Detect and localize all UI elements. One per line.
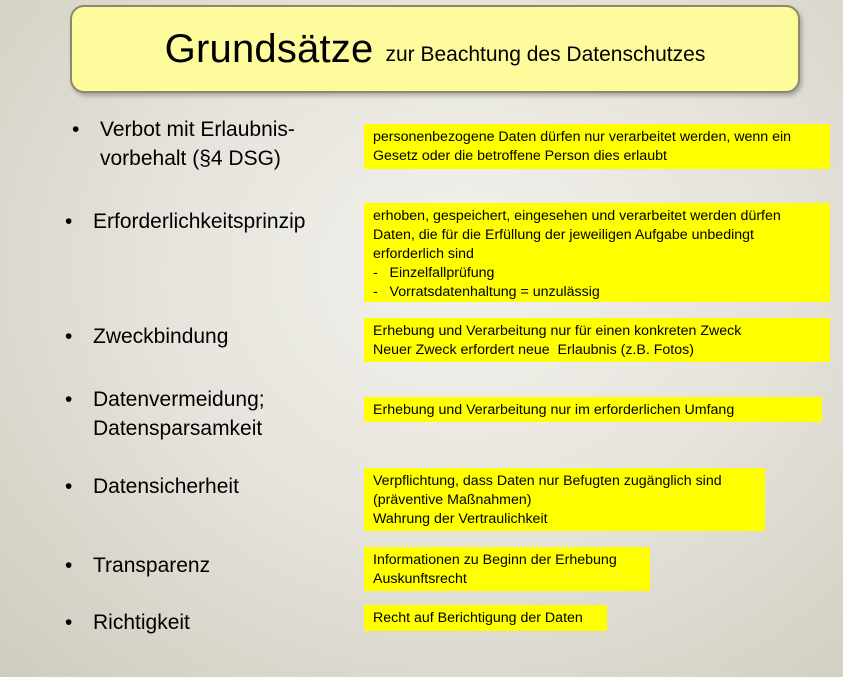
note-line: erhoben, gespeichert, eingesehen und verarbeitet werden dürfen: [373, 208, 781, 224]
note-line: Auskunftsrecht: [373, 571, 467, 587]
note-line: - Vorratsdatenhaltung = unzulässig: [373, 284, 600, 300]
principle-label-line: Datensicherheit: [93, 475, 239, 498]
bullet: •: [65, 475, 73, 498]
note-line: personenbezogene Daten dürfen nur verarbeitet werden, wenn ein: [373, 129, 792, 145]
principle-label-line: Datensparsamkeit: [93, 417, 263, 440]
note-line: Informationen zu Beginn der Erhebung: [373, 552, 617, 568]
principle-label-line: Datenvermeidung;: [93, 388, 265, 411]
note-datensicherheit: [364, 468, 765, 531]
principle-label-line: Transparenz: [93, 554, 211, 577]
note-erforderlichkeitsprinzip: [364, 203, 830, 302]
bullet: •: [72, 118, 80, 141]
note-line: Verpflichtung, dass Daten nur Befugten zugänglich sind: [373, 473, 722, 489]
principle-zweckbindung: [65, 322, 228, 351]
note-transparenz: [364, 547, 650, 591]
principle-label-line: Erforderlichkeitsprinzip: [93, 210, 306, 233]
note-verbot-mit-erlaubnisvorbehalt: [364, 124, 830, 169]
title-main: Grundsätze: [164, 26, 374, 71]
note-line: Erhebung und Verarbeitung nur im erforderlichen Umfang: [373, 402, 735, 418]
principle-label-line: Zweckbindung: [93, 325, 229, 348]
note-line: Gesetz oder die betroffene Person dies erlaubt: [373, 148, 667, 164]
note-line: Erhebung und Verarbeitung nur für einen konkreten Zweck: [373, 323, 742, 339]
note-line: Recht auf Berichtigung der Daten: [373, 610, 583, 626]
bullet: •: [65, 388, 73, 411]
bullet: •: [65, 210, 73, 233]
note-datenvermeidung: [364, 397, 822, 422]
bullet: •: [65, 611, 73, 634]
principle-label: [93, 207, 305, 236]
bullet: •: [65, 325, 73, 348]
title-box: [70, 5, 800, 93]
note-line: Wahrung der Vertraulichkeit: [373, 511, 548, 527]
principle-transparenz: [65, 551, 210, 580]
principle-label: [100, 115, 295, 173]
title-subtitle: zur Beachtung des Datenschutzes: [385, 43, 706, 66]
principle-label: [93, 385, 265, 443]
note-line: Neuer Zweck erfordert neue Erlaubnis (z.B. Fotos): [373, 342, 694, 358]
note-line: erforderlich sind: [373, 246, 474, 262]
principle-label-line: Verbot mit Erlaubnis-: [100, 118, 295, 141]
note-line: (präventive Maßnahmen): [373, 492, 532, 508]
bullet: •: [65, 554, 73, 577]
principle-label: [93, 322, 228, 351]
principle-label: [93, 551, 210, 580]
principle-label-line: Richtigkeit: [93, 611, 190, 634]
principle-richtigkeit: [65, 608, 190, 637]
principle-datensicherheit: [65, 472, 239, 501]
principle-label-line: vorbehalt (§4 DSG): [100, 147, 281, 170]
note-line: - Einzelfallprüfung: [373, 265, 495, 281]
principle-datenvermeidung: [65, 385, 265, 443]
principle-label: [93, 472, 239, 501]
principle-verbot-mit-erlaubnisvorbehalt: [72, 115, 295, 173]
note-line: Daten, die für die Erfüllung der jeweiligen Aufgabe unbedingt: [373, 227, 754, 243]
principle-erforderlichkeitsprinzip: [65, 207, 305, 236]
note-zweckbindung: [364, 318, 830, 362]
note-richtigkeit: [364, 605, 607, 631]
principle-label: [93, 608, 190, 637]
